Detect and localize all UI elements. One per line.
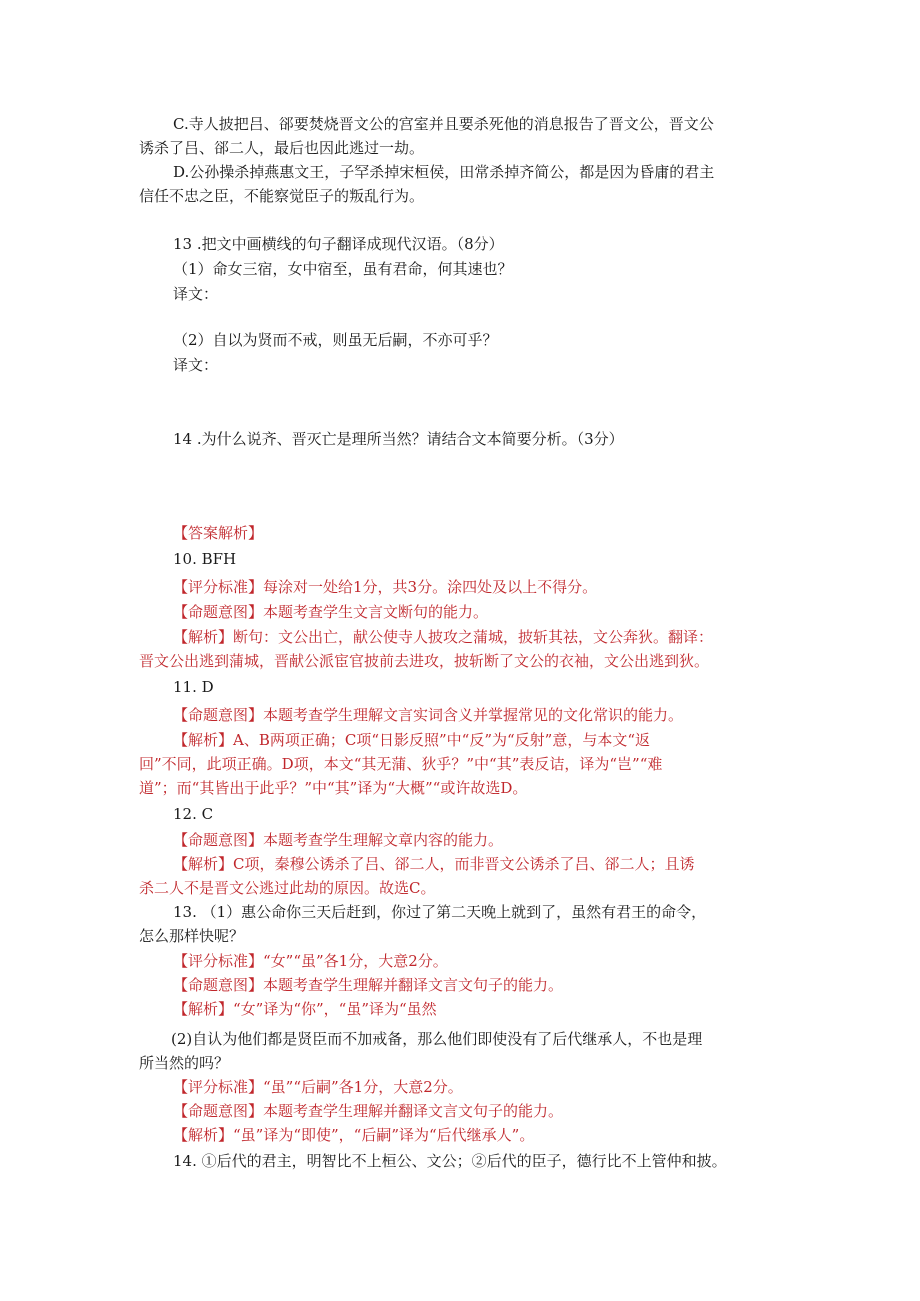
answer-13-line2: 怎么那样快呢？ xyxy=(139,927,245,945)
answer-13-line1: 13. （1）惠公命你三天后赶到，你过了第二天晚上就到了，虽然有君王的命令， xyxy=(173,903,707,921)
answer-13-2-intent: 【命题意图】本题考查学生理解并翻译文言文句子的能力。 xyxy=(173,1102,564,1120)
answer-14: 14. ①后代的君主，明智比不上桓公、文公；②后代的臣子，德行比不上管仲和披。 xyxy=(173,1152,727,1170)
q13-sub2-label: 译文： xyxy=(173,356,219,374)
answer-13-2-line2: 所当然的吗？ xyxy=(139,1054,230,1072)
answer-13-1-analysis: 【解析】“女”译为“你”，“虽”译为“虽然 xyxy=(173,1000,437,1018)
answer-11-analysis-line2: 回”不同，此项正确。D项，本文“其无蒲、狄乎？”中“其”表反诘，译为“岂”“难 xyxy=(139,755,663,773)
q13-sub1: （1）命女三宿，女中宿至，虽有君命，何其速也？ xyxy=(173,260,513,278)
q13-sub2: （2）自以为贤而不戒，则虽无后嗣，不亦可乎？ xyxy=(173,331,498,349)
answer-10-analysis-line1: 【解析】断句：文公出亡，献公使寺人披攻之蒲城，披斩其祛，文公奔狄。翻译： xyxy=(173,628,714,646)
answer-11-intent: 【命题意图】本题考查学生理解文言实词含义并掌握常见的文化常识的能力。 xyxy=(173,706,684,724)
answer-13-1-standard: 【评分标准】“女”“虽”各1分，大意2分。 xyxy=(173,952,448,970)
answer-13-2-analysis: 【解析】“虽”译为“即使”，“后嗣”译为“后代继承人”。 xyxy=(173,1126,535,1144)
answer-header: 【答案解析】 xyxy=(173,524,264,542)
answer-12-intent: 【命题意图】本题考查学生理解文章内容的能力。 xyxy=(173,831,504,849)
option-d-line2: 信任不忠之臣，不能察觉臣子的叛乱行为。 xyxy=(139,187,425,205)
option-c-line2: 诱杀了吕、郤二人，最后也因此逃过一劫。 xyxy=(139,139,425,157)
option-c-line1: C.寺人披把吕、郤要焚烧晋文公的宫室并且要杀死他的消息报告了晋文公，晋文公 xyxy=(173,115,714,133)
answer-13-2-line1: (2)自认为他们都是贤臣而不加戒备，那么他们即使没有了后代继承人，不也是理 xyxy=(171,1030,703,1048)
answer-11-analysis-line3: 道”；而“其皆出于此乎？”中“其”译为“大概”“或许故选D。 xyxy=(139,779,528,797)
answer-10-standard: 【评分标准】每涂对一处给1分，共3分。涂四处及以上不得分。 xyxy=(173,578,598,596)
q13-title: 13 .把文中画横线的句子翻译成现代汉语。（8分） xyxy=(173,235,504,253)
answer-12-analysis-line1: 【解析】C项，秦穆公诱杀了吕、郤二人，而非晋文公诱杀了吕、郤二人；且诱 xyxy=(173,855,695,873)
q14-title: 14 .为什么说齐、晋灭亡是理所当然？请结合文本简要分析。（3分） xyxy=(173,430,624,448)
answer-11: 11. D xyxy=(173,678,214,696)
option-d-line1: D.公孙操杀掉燕惠文王，子罕杀掉宋桓侯，田常杀掉齐简公，都是因为昏庸的君主 xyxy=(173,163,715,181)
answer-13-2-standard: 【评分标准】“虽”“后嗣”各1分，大意2分。 xyxy=(173,1078,463,1096)
answer-11-analysis-line1: 【解析】A、B两项正确；C项“日影反照”中“反”为“反射”意，与本文“返 xyxy=(173,731,651,749)
answer-12-analysis-line2: 杀二人不是晋文公逃过此劫的原因。故选C。 xyxy=(139,879,436,897)
answer-13-1-intent: 【命题意图】本题考查学生理解并翻译文言文句子的能力。 xyxy=(173,976,564,994)
answer-10-intent: 【命题意图】本题考查学生文言文断句的能力。 xyxy=(173,603,489,621)
answer-10: 10. BFH xyxy=(173,550,237,568)
q13-sub1-label: 译文： xyxy=(173,285,219,303)
answer-12: 12. C xyxy=(173,805,214,823)
answer-10-analysis-line2: 晋文公出逃到蒲城，晋献公派宦官披前去进攻，披斩断了文公的衣袖，文公出逃到狄。 xyxy=(139,652,710,670)
